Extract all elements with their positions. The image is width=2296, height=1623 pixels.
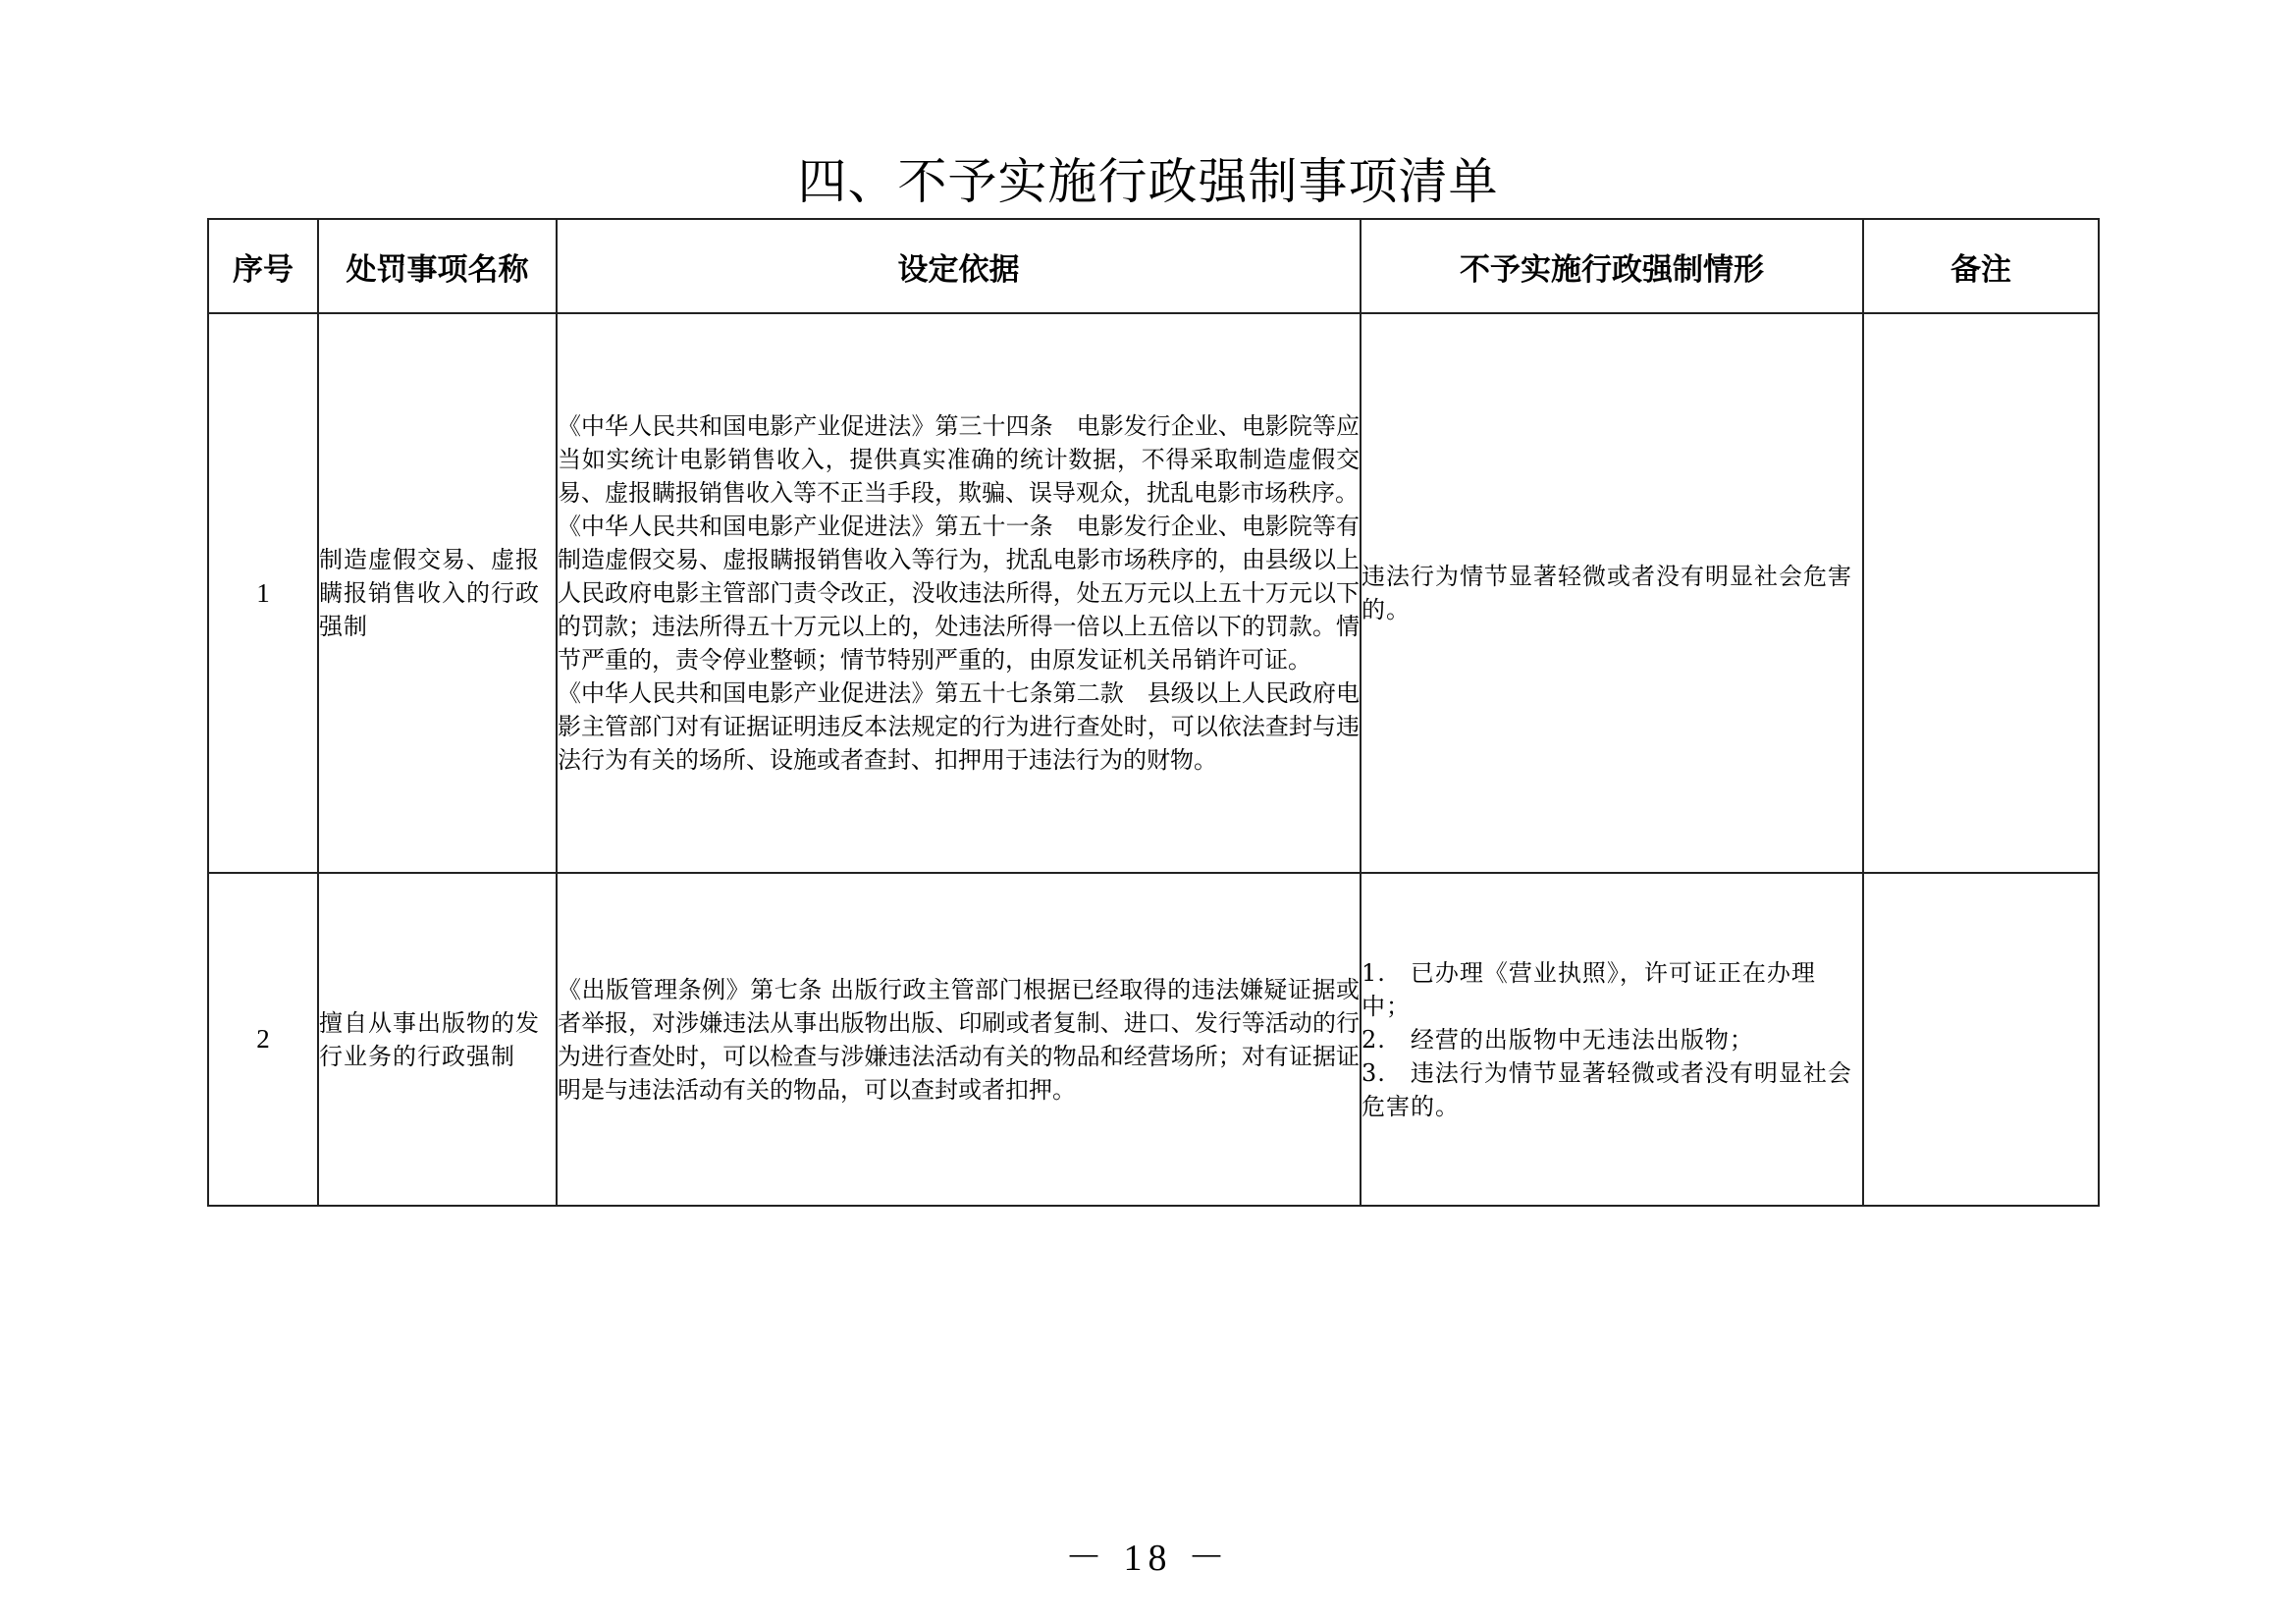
- row-seq: 1: [208, 313, 318, 873]
- case-line: 1. 已办理《营业执照》，许可证正在办理中；: [1362, 958, 1816, 1020]
- case-line: 3. 违法行为情节显著轻微或者没有明显社会危害的。: [1362, 1058, 1852, 1120]
- table-row: [208, 873, 2099, 1206]
- basis-paragraph: 《出版管理条例》第七条 出版行政主管部门根据已经取得的违法嫌疑证据或者举报，对涉嫌违法从事出版物出版、印刷或者复制、进口、发行等活动的行为进行查处时，可以检查与涉嫌违法活动有关的物品和经营场所；对有证据证明是与违法活动有关的物品，可以查封或者扣押。: [558, 975, 1360, 1104]
- header-seq: 序号: [208, 219, 318, 313]
- row-exemption-case: [1361, 313, 1863, 873]
- row-note: [1863, 313, 2099, 873]
- row-seq: 2: [208, 873, 318, 1206]
- basis-paragraph: 《中华人民共和国电影产业促进法》第三十四条 电影发行企业、电影院等应当如实统计电影销售收入，提供真实准确的统计数据，不得采取制造虚假交易、虚报瞒报销售收入等不正当手段，欺骗、误导观众，扰乱电影市场秩序。: [558, 412, 1360, 507]
- row-item-name: 擅自从事出版物的发行业务的行政强制: [318, 873, 557, 1206]
- header-case: 不予实施行政强制情形: [1361, 219, 1863, 313]
- header-basis: 设定依据: [557, 219, 1361, 313]
- header-note: 备注: [1863, 219, 2099, 313]
- case-line: 2. 经营的出版物中无违法出版物；: [1362, 1025, 1754, 1054]
- case-line: 违法行为情节显著轻微或者没有明显社会危害的。: [1362, 563, 1852, 623]
- basis-paragraph: 《中华人民共和国电影产业促进法》第五十七条第二款 县级以上人民政府电影主管部门对有证据证明违反本法规定的行为进行查处时，可以依法查封与违法行为有关的场所、设施或者查封、扣押用于违法行为的财物。: [558, 679, 1360, 774]
- row-item-name: 制造虚假交易、虚报瞒报销售收入的行政强制: [318, 313, 557, 873]
- row-legal-basis: [557, 313, 1361, 873]
- basis-paragraph: 《中华人民共和国电影产业促进法》第五十一条 电影发行企业、电影院等有制造虚假交易、虚报瞒报销售收入等行为，扰乱电影市场秩序的，由县级以上人民政府电影主管部门责令改正，没收违法所得，处五万元以上五十万元以下的罚款；违法所得五十万元以上的，处违法所得一倍以上五倍以下的罚款。情节严重的，责令停业整顿；情节特别严重的，由原发证机关吊销许可证。: [558, 513, 1360, 674]
- page-number: － 18 －: [1064, 1538, 1231, 1579]
- enforcement-list-table: [207, 218, 2100, 1207]
- header-name: 处罚事项名称: [318, 219, 557, 313]
- row-legal-basis: [557, 873, 1361, 1206]
- row-exemption-case: [1361, 873, 1863, 1206]
- table-row: [208, 313, 2099, 873]
- page-title: 四、不予实施行政强制事项清单: [797, 153, 1499, 210]
- table-header-row: [208, 219, 2099, 313]
- row-note: [1863, 873, 2099, 1206]
